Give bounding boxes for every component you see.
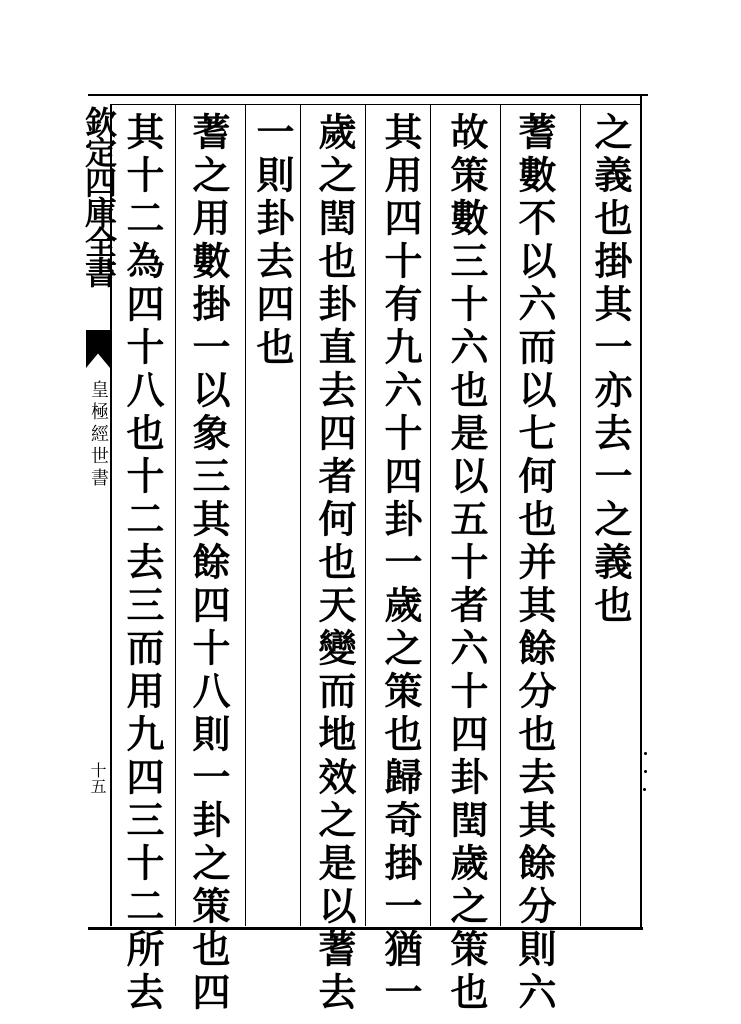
page-number: 十五: [88, 762, 107, 794]
column-divider: [580, 104, 581, 926]
text-column-2: 蓍數不以六而以七何也并其餘分也去其餘分則六: [512, 112, 557, 1015]
text-column-4: 其用四十有九六十四卦一歲之策也歸奇掛一猶一: [378, 112, 423, 1015]
frame-right-border: [640, 94, 642, 928]
text-column-1: 之義也掛其一亦去一之義也: [588, 112, 633, 628]
library-title: 欽定四庫全書: [80, 106, 118, 286]
text-column-3: 故策數三十六也是以五十者六十四卦閏歲之策也: [444, 112, 489, 1015]
frame-inner-top-border: [110, 104, 640, 105]
text-column-6: 一則卦去四也: [250, 112, 295, 370]
text-column-5: 歲之閏也卦直去四者何也天變而地效之是以蓍去: [312, 112, 357, 1015]
scan-speck: [644, 770, 647, 773]
frame-bottom-border: [88, 927, 643, 930]
column-divider: [175, 104, 176, 926]
column-divider: [300, 104, 301, 926]
fishtail-mark-icon: [86, 330, 110, 368]
column-divider: [245, 104, 246, 926]
scan-speck: [644, 752, 647, 755]
column-divider: [430, 104, 431, 926]
text-column-8: 其十二為四十八也十二去三而用九四三十二所去: [120, 112, 165, 1015]
text-column-7: 蓍之用數掛一以象三其餘四十八則一卦之策也四: [186, 112, 231, 1015]
scan-speck: [643, 788, 646, 791]
column-divider: [500, 104, 501, 926]
book-title: 皇極經世書: [88, 380, 109, 490]
frame-top-border: [88, 94, 648, 96]
column-divider: [365, 104, 366, 926]
